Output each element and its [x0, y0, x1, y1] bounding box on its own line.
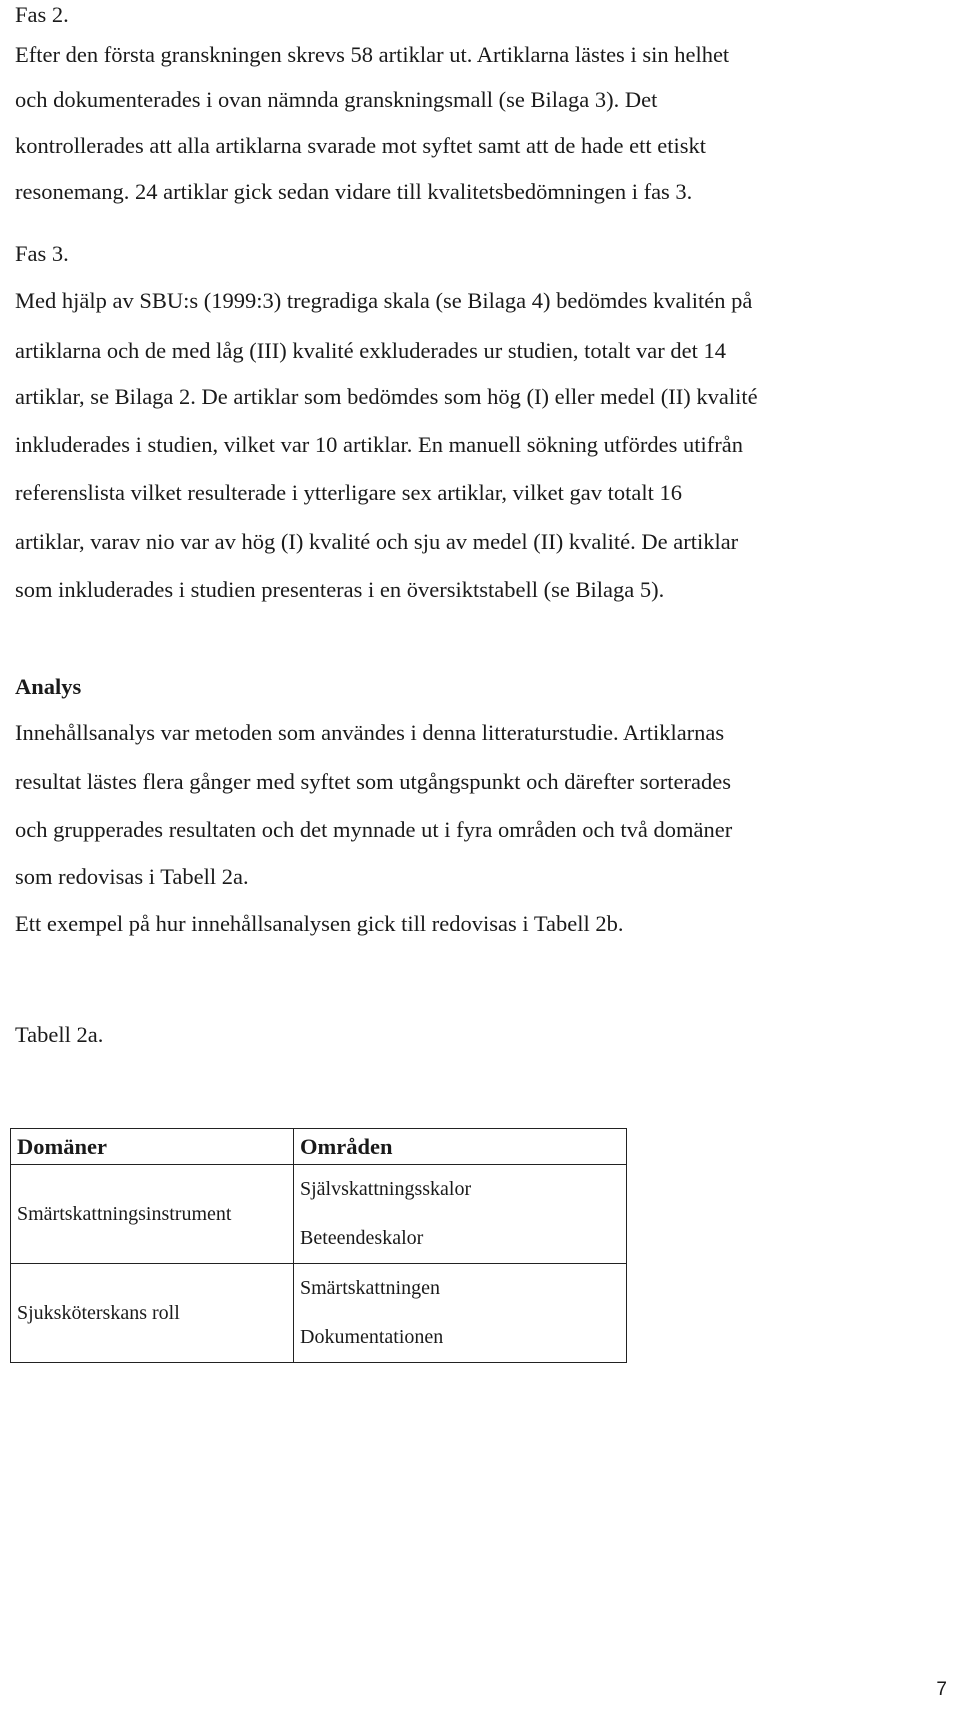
analys-line-3: och grupperades resultaten och det mynnade ut i fyra områden och två domäner: [15, 817, 733, 842]
domains-table: [10, 1128, 627, 1363]
analys-heading: Analys: [15, 674, 82, 699]
table-row: [11, 1264, 627, 1363]
table-row: [11, 1165, 627, 1264]
fas2-heading: Fas 2.: [15, 2, 69, 27]
domain-cell: Smärtskattningsinstrument: [11, 1165, 294, 1264]
fas3-line-7: som inkluderades i studien presenteras i en översiktstabell (se Bilaga 5).: [15, 577, 665, 602]
fas3-line-6: artiklar, varav nio var av hög (I) kvalité och sju av medel (II) kvalité. De artiklar: [15, 529, 739, 554]
fas3-line-4: inkluderades i studien, vilket var 10 artiklar. En manuell sökning utfördes utifrån: [15, 432, 743, 457]
table-caption: Tabell 2a.: [15, 1022, 104, 1047]
area-item: Beteendeskalor: [300, 1227, 424, 1249]
fas3-line-2: artiklarna och de med låg (III) kvalité exkluderades ur studien, totalt var det 14: [15, 338, 726, 363]
area-item: Smärtskattningen: [300, 1277, 440, 1299]
analys-line-4: som redovisas i Tabell 2a.: [15, 864, 249, 889]
header-areas: Områden: [294, 1129, 627, 1165]
fas2-line-2: och dokumenterades i ovan nämnda granskningsmall (se Bilaga 3). Det: [15, 87, 658, 112]
area-item: Dokumentationen: [300, 1326, 444, 1348]
analys-line-2: resultat lästes flera gånger med syftet som utgångspunkt och därefter sorterades: [15, 769, 732, 794]
fas2-line-4: resonemang. 24 artiklar gick sedan vidare till kvalitetsbedömningen i fas 3.: [15, 179, 693, 204]
fas2-line-1: Efter den första granskningen skrevs 58 artiklar ut. Artiklarna lästes i sin helhet: [15, 42, 730, 67]
table-header-row: [11, 1129, 627, 1165]
header-domains: Domäner: [11, 1129, 294, 1165]
page-number: 7: [936, 1679, 947, 1700]
domain-cell: Sjuksköterskans roll: [11, 1264, 294, 1363]
analys-line-1: Innehållsanalys var metoden som användes i denna litteraturstudie. Artiklarnas: [15, 720, 725, 745]
areas-cell: [294, 1264, 627, 1363]
area-item: Självskattningsskalor: [300, 1178, 472, 1200]
fas2-line-3: kontrollerades att alla artiklarna svarade mot syftet samt att de hade ett etiskt: [15, 133, 706, 158]
fas3-line-1: Med hjälp av SBU:s (1999:3) tregradiga skala (se Bilaga 4) bedömdes kvalitén på: [15, 288, 753, 313]
fas3-heading: Fas 3.: [15, 241, 69, 266]
areas-cell: [294, 1165, 627, 1264]
fas3-line-3: artiklar, se Bilaga 2. De artiklar som bedömdes som hög (I) eller medel (II) kvalité: [15, 384, 758, 409]
fas3-line-5: referenslista vilket resulterade i ytterligare sex artiklar, vilket gav totalt 16: [15, 480, 682, 505]
analys-line-5: Ett exempel på hur innehållsanalysen gick till redovisas i Tabell 2b.: [15, 911, 624, 936]
